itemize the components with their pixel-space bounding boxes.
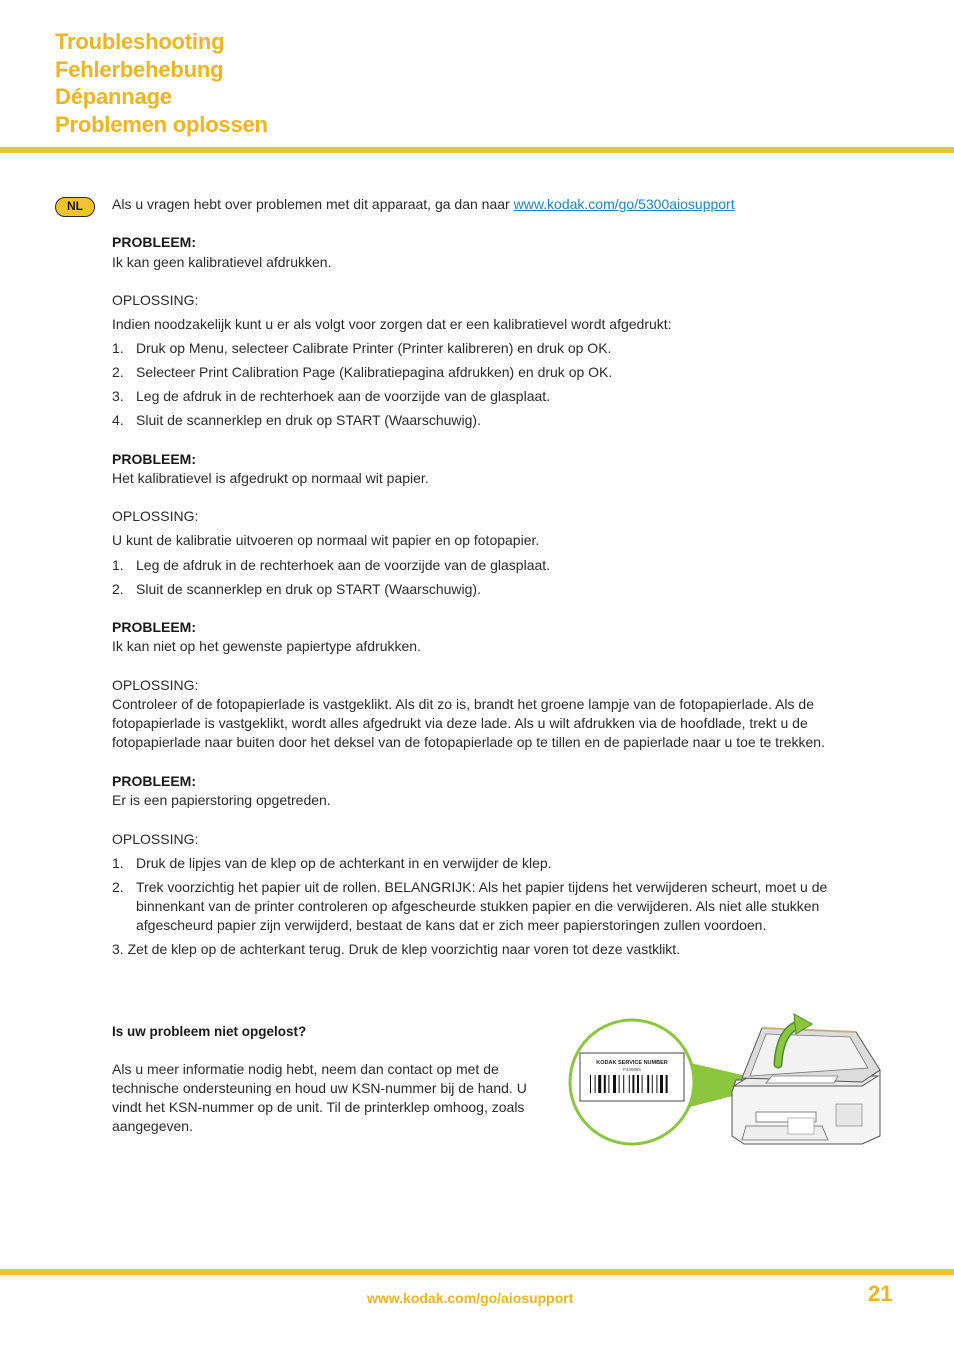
barcode-bar [666,1075,668,1093]
step-text: Leg de afdruk in de rechterhoek aan de voorzijde van de glasplaat. [136,388,551,404]
step-number: 2. [112,364,124,380]
title-en: Troubleshooting [55,29,225,54]
final-step-text: 3. Zet de klep op de achterkant terug. Druk de klep voorzichtig naar voren tot deze vastklikt. [112,941,681,957]
problem-text: Ik kan geen kalibratievel afdrukken. [112,254,332,270]
ksn-label-title: KODAK SERVICE NUMBER [596,1060,668,1066]
output-tray [742,1126,828,1140]
barcode-bar [637,1075,639,1093]
step-text: Selecteer Print Calibration Page (Kalibratiepagina afdrukken) en druk op OK. [136,364,613,380]
title-fr: Dépannage [55,84,172,109]
step-text: Trek voorzichtig het papier uit de rollen. BELANGRIJK: Als het papier tijdens het verwijderen scheurt, moet u de binnenkant van de printer controleren op afgescheurde stukken papier en die verwijderen. Als niet alle stukken afgescheurd papier zijn verwijderd, bestaat de kans dat er zich meer papierstoringen zullen voordoen. [136,879,828,933]
solution-intro: Indien noodzakelijk kunt u er als volgt voor zorgen dat er een kalibratievel wordt afgedrukt: [112,316,672,332]
paper-sheet [788,1118,814,1134]
solution-label: OPLOSSING: [112,677,199,693]
step-number: 1. [112,855,124,871]
scanner-glass [766,1076,838,1083]
barcode-bar [604,1075,606,1093]
barcode-bar [652,1075,653,1093]
problem-label: PROBLEEM: [112,773,196,789]
barcode-bar [629,1075,630,1093]
unresolved-text: Als u meer informatie nodig hebt, neem dan contact op met de technische ondersteuning en houd uw KSN-nummer bij de hand. U vindt het KSN-nummer op de unit. Til de printerklep omhoog, zoals aangegeven. [112,1061,527,1134]
step-number: 2. [112,581,124,597]
problem-text: Het kalibratievel is afgedrukt op normaal wit papier. [112,470,429,486]
barcode-bar [595,1075,596,1093]
intro-text [112,195,735,214]
barcode-bar [647,1075,649,1093]
printer-illustration [566,1010,886,1155]
step-text: Druk op Menu, selecteer Calibrate Printer (Printer kalibreren) en druk op OK. [136,340,612,356]
step-text: Sluit de scannerklep en druk op START (Waarschuwig). [136,581,481,597]
step-text: Leg de afdruk in de rechterhoek aan de voorzijde van de glasplaat. [136,557,551,573]
problem-text: Er is een papierstoring opgetreden. [112,792,331,808]
problem-text: Ik kan niet op het gewenste papiertype afdrukken. [112,638,421,654]
step-number: 3. [112,388,124,404]
barcode-bar [619,1075,620,1093]
barcode-bar [598,1075,601,1093]
control-panel [836,1104,862,1126]
problem-label: PROBLEEM: [112,451,196,467]
barcode-bar [660,1075,663,1093]
title-de: Fehlerbehebung [55,56,224,82]
barcode-bar [632,1075,634,1093]
solution-label: OPLOSSING: [112,508,199,524]
solution-label: OPLOSSING: [112,831,199,847]
language-badge: NL [55,197,95,217]
barcode-bar [642,1075,643,1093]
support-link[interactable]: www.kodak.com/go/5300aiosupport [513,196,735,212]
solution-label: OPLOSSING: [112,292,199,308]
unresolved-heading: Is uw probleem niet opgelost? [112,1024,307,1039]
printer-ksn-diagram [566,1010,886,1150]
solution-intro: U kunt de kalibratie uitvoeren op normaal wit papier en op fotopapier. [112,532,540,548]
problem-label: PROBLEEM: [112,234,196,250]
barcode-bar [613,1075,616,1093]
step-number: 1. [112,340,124,356]
barcode-bar [608,1075,609,1093]
solution-paragraph: Controleer of de fotopapierlade is vastgeklikt. Als dit zo is, brandt het groene lampje van de fotopapierlade. Als de fotopapierlade is vastgeklikt, wordt alles afgedrukt via deze lade. Als u wilt afdrukken via de hoofdlade, trekt u de fotopapierlade naar buiten door het deksel van de fotopapierlade op te tillen en de papierlade naar u toe te trekken. [112,696,825,750]
intro-sentence: Als u vragen hebt over problemen met dit apparaat, ga dan naar [112,196,514,212]
step-text: Druk de lipjes van de klep op de achterkant in en verwijder de klep. [136,855,552,871]
header-rule [0,147,954,153]
page-number: 21 [868,1281,893,1306]
step-number: 2. [112,879,124,895]
footer-rule [0,1269,954,1275]
problem-label: PROBLEEM: [112,619,196,635]
page-title-block [55,28,268,138]
barcode-bar [656,1075,657,1093]
step-number: 1. [112,557,124,573]
footer-support-link[interactable]: www.kodak.com/go/aiosupport [367,1290,574,1306]
barcode-bar [590,1075,591,1093]
barcode-bar [623,1075,624,1093]
title-nl: Problemen oplossen [55,111,268,137]
step-text: Sluit de scannerklep en druk op START (Waarschuwig). [136,412,481,428]
step-number: 4. [112,412,124,428]
ksn-label-number: F330065 [623,1067,641,1072]
